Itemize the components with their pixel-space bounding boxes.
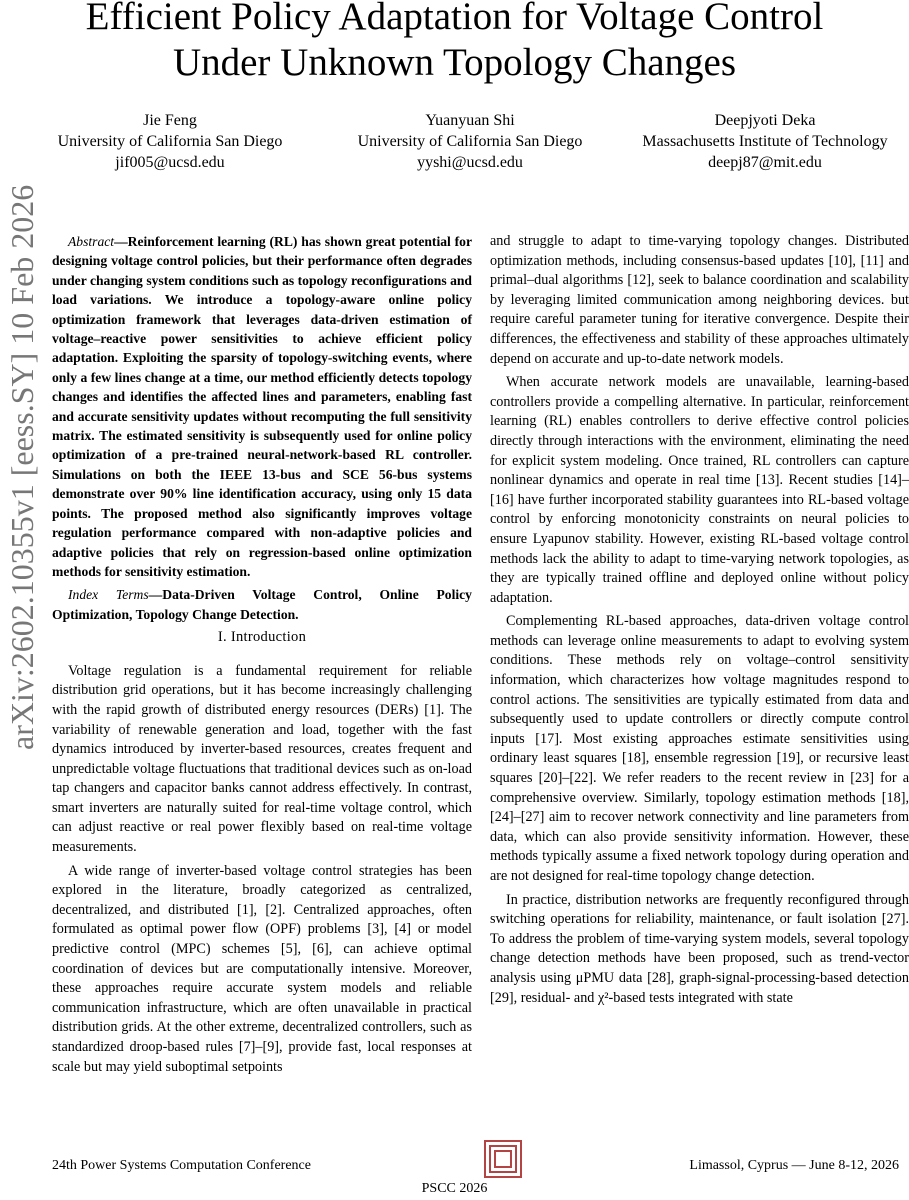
author-name: Yuanyuan Shi <box>425 112 515 129</box>
paragraph: A wide range of inverter-based voltage control strategies has been explored in the literature, broadly categorized as centralized, decentralized, and distributed [1], [2]. Centralized approaches, often formulated as optimal power flow (OPF) problems [3], [4] or model predictive control (MPC) schemes [5], [6], can achieve optimal coordination of devices but are computationally intensive. Moreover, these approaches require accurate system models and reliable communication infrastructure, which are often unavailable in practical distribution grids. At the other extreme, decentralized controllers, such as standardized droop-based rules [7]–[9], provide fast, local responses at scale but may yield suboptimal setpoints <box>52 862 472 1075</box>
author-email: jif005@ucsd.edu <box>115 154 225 171</box>
paragraph: Complementing RL-based approaches, data-driven voltage control methods can leverage online measurements to adapt to evolving system conditions. These methods rely on voltage–control sensitivity information, which characterizes how voltage magnitudes respond to control actions. The sensitivities are typically estimated from data and subsequently used to update controllers or directly compute control inputs [17]. Most existing approaches estimate sensitivities using ordinary least squares [18], ensemble regression [19], or recursive least squares [20]–[22]. We refer readers to the recent review in [23] for a comprehensive overview. Similarly, topology estimation methods [18], [24]–[27] aim to recover network connectivity and line parameters from data, which can also provide sensitivity information. However, these methods typically assume a fixed network topology during operation and are not designed for real-time topology change detection. <box>490 613 909 884</box>
author-affiliation: Massachusetts Institute of Technology <box>642 133 888 150</box>
author-affiliation: University of California San Diego <box>357 133 583 150</box>
author-email: deepj87@mit.edu <box>708 154 822 171</box>
abstract-text: —Reinforcement learning (RL) has shown great potential for designing voltage control policies, but their performance often degrades under changing system conditions such as topology reconfigurations and load variations. We introduce a topology-aware online policy optimization framework that leverages data-driven estimation of voltage–reactive power sensitivities to achieve efficient policy adaptation. Exploiting the sparsity of topology-switching events, where only a few lines change at a time, our method efficiently detects topology changes and identifies the affected lines and parameters, enabling fast and accurate sensitivity updates without recomputing the full sensitivity matrix. The estimated sensitivity is subsequently used for online policy optimization of a pre-trained neural-network-based RL controller. Simulations on both the IEEE 13-bus and SCE 56-bus systems demonstrate over 90% line identification accuracy, using only 15 data points. The proposed method also significantly improves voltage regulation performance compared with non-adaptive policies and adaptive policies that rely on regression-based online optimization methods for sensitivity estimation. <box>52 234 472 579</box>
author-block-3 <box>615 110 909 173</box>
paragraph: In practice, distribution networks are frequently reconfigured through switching operations for reliability, maintenance, or fault isolation [27]. To address the problem of time-varying system models, several topology change detection methods have been proposed, such as trend-vector analysis using μPMU data [28], graph-signal-processing-based detection [29], residual- and χ²-based tests integrated with state <box>490 891 909 1006</box>
paragraph: When accurate network models are unavailable, learning-based controllers provide a compelling alternative. In particular, reinforcement learning (RL) enables controllers to derive effective control policies directly through interactions with the environment, eliminating the need for explicit system modeling. Once trained, RL controllers can capture nonlinear dynamics and operate in real time [13]. Recent studies [14]–[16] have further incorporated stability guarantees into RL-based voltage control by enforcing monotonicity constraints on neural policies to ensure Lyapunov stability. However, existing RL-based voltage control methods lack the ability to adapt to time-varying network topologies, as they are typically trained offline and deployed online without policy adaptation. <box>490 374 909 606</box>
paragraph: and struggle to adapt to time-varying topology changes. Distributed optimization methods, including consensus-based updates [10], [11] and primal–dual algorithms [12], seek to balance coordination and scalability by leveraging limited communication among neighboring devices. but require careful parameter tuning for iterative convergence. Despite their differences, the effectiveness and stability of these approaches ultimately depend on accurate and up-to-date network models. <box>490 233 909 367</box>
footer-location-date: Limassol, Cyprus — June 8-12, 2026 <box>689 1158 899 1173</box>
author-name: Deepjyoti Deka <box>714 112 816 129</box>
author-affiliation: University of California San Diego <box>57 133 283 150</box>
title-line-2: Under Unknown Topology Changes <box>172 41 737 84</box>
index-terms <box>52 585 472 624</box>
abstract <box>52 232 472 581</box>
pscc-logo-icon <box>484 1140 522 1178</box>
author-email: yyshi@ucsd.edu <box>417 154 523 171</box>
abstract-label: Abstract <box>68 234 115 249</box>
index-terms-label: Index Terms <box>68 587 149 603</box>
title-line-1: Efficient Policy Adaptation for Voltage Control <box>85 0 824 38</box>
author-block-1 <box>20 110 320 173</box>
footer-logo-text: PSCC 2026 <box>421 1181 488 1196</box>
left-column <box>52 232 472 1081</box>
right-column <box>490 232 909 1012</box>
paragraph: Voltage regulation is a fundamental requirement for reliable distribution grid operations, but it has become increasingly challenging with the rapid growth of distributed energy resources (DERs) [1]. The variability of renewable generation and load, together with the fast dynamics introduced by inverter-based resources, creates frequent and unpredictable voltage fluctuations that traditional devices such as on-load tap changers and capacitor banks cannot address effectively. In contrast, smart inverters are naturally suited for real-time voltage control, which can adjust reactive or real power flexibly based on real-time voltage measurements. <box>52 662 472 856</box>
section-heading: I. Introduction <box>217 629 307 646</box>
footer-conference: 24th Power Systems Computation Conference <box>52 1158 311 1173</box>
arxiv-stamp: arXiv:2602.10355v1 [eess.SY] 10 Feb 2026 <box>4 184 40 750</box>
author-block-2 <box>320 110 620 173</box>
paper-title <box>0 0 909 86</box>
index-terms-text: —Data-Driven Voltage Control, Online Policy Optimization, Topology Change Detection. <box>52 587 472 622</box>
author-name: Jie Feng <box>143 112 197 129</box>
